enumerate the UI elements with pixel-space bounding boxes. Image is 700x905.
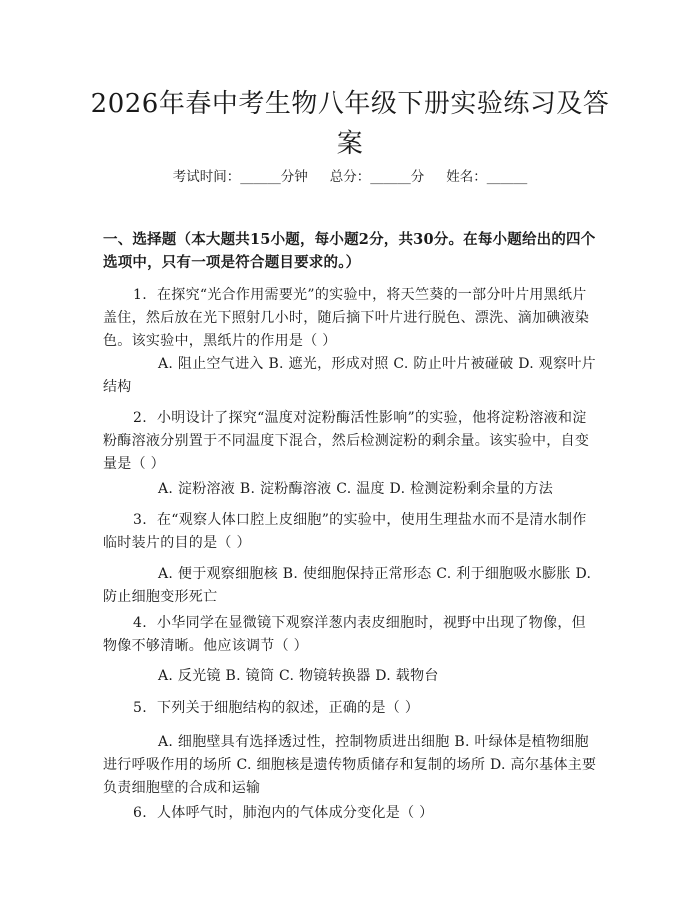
exam-time-field: 考试时间：______分钟 (172, 169, 308, 185)
page-title: 2026年春中考生物八年级下册实验练习及答案 (90, 89, 610, 159)
question-2 (103, 407, 600, 476)
question-stem: 在“观察人体口腔上皮细胞”的实验中，使用生理盐水而不是清水制作临时装片的目的是（ ） (103, 512, 587, 551)
total-score-field: 总分：______分 (329, 169, 425, 185)
question-5 (103, 697, 600, 720)
question-stem: 下列关于细胞结构的叙述，正确的是（ ） (156, 700, 420, 716)
question-1 (103, 284, 600, 353)
question-number: 5. (133, 700, 147, 716)
question-2-options: A. 淀粉溶液 B. 淀粉酶溶液 C. 温度 D. 检测淀粉剩余量的方法 (158, 481, 554, 497)
question-number: 2. (133, 410, 147, 426)
question-4 (103, 612, 600, 658)
question-number: 3. (133, 512, 147, 528)
section-heading: 一、选择题（本大题共15小题，每小题2分，共30分。在每小题给出的四个选项中，只有一项是符合题目要求的。） (103, 231, 596, 271)
question-3-options: A. 便于观察细胞核 B. 使细胞保持正常形态 C. 利于细胞吸水膨胀 D. 防止细胞变形死亡 (103, 566, 592, 605)
question-4-options: A. 反光镜 B. 镜筒 C. 物镜转换器 D. 载物台 (158, 668, 439, 684)
question-number: 6. (133, 805, 147, 821)
question-stem: 小华同学在显微镜下观察洋葱内表皮细胞时，视野中出现了物像，但物像不够清晰。他应该调节（ ） (103, 615, 586, 654)
question-1-options: A. 阻止空气进入 B. 遮光，形成对照 C. 防止叶片被碰破 D. 观察叶片结构 (103, 356, 596, 395)
question-stem: 小明设计了探究“温度对淀粉酶活性影响”的实验，他将淀粉溶液和淀粉酶溶液分别置于不同温度下混合，然后检测淀粉的剩余量。该实验中，自变量是（ ） (103, 410, 590, 472)
student-name-field: 姓名：______ (446, 169, 528, 185)
question-number: 1. (133, 287, 147, 303)
question-5-options: A. 细胞壁具有选择透过性，控制物质进出细胞 B. 叶绿体是植物细胞进行呼吸作用的场所 C. 细胞核是遗传物质储存和复制的场所 D. 高尔基体主要负责细胞壁的合成和运输 (103, 734, 597, 796)
exam-info-line (0, 167, 700, 187)
question-3 (103, 509, 600, 555)
question-stem: 人体呼气时，肺泡内的气体成分变化是（ ） (156, 805, 434, 821)
question-6 (103, 802, 600, 825)
question-number: 4. (133, 615, 147, 631)
question-stem: 在探究“光合作用需要光”的实验中，将天竺葵的一部分叶片用黑纸片盖住，然后放在光下照射几小时，随后摘下叶片进行脱色、漂洗、滴加碘液染色。该实验中，黑纸片的作用是（ ） (103, 287, 590, 349)
